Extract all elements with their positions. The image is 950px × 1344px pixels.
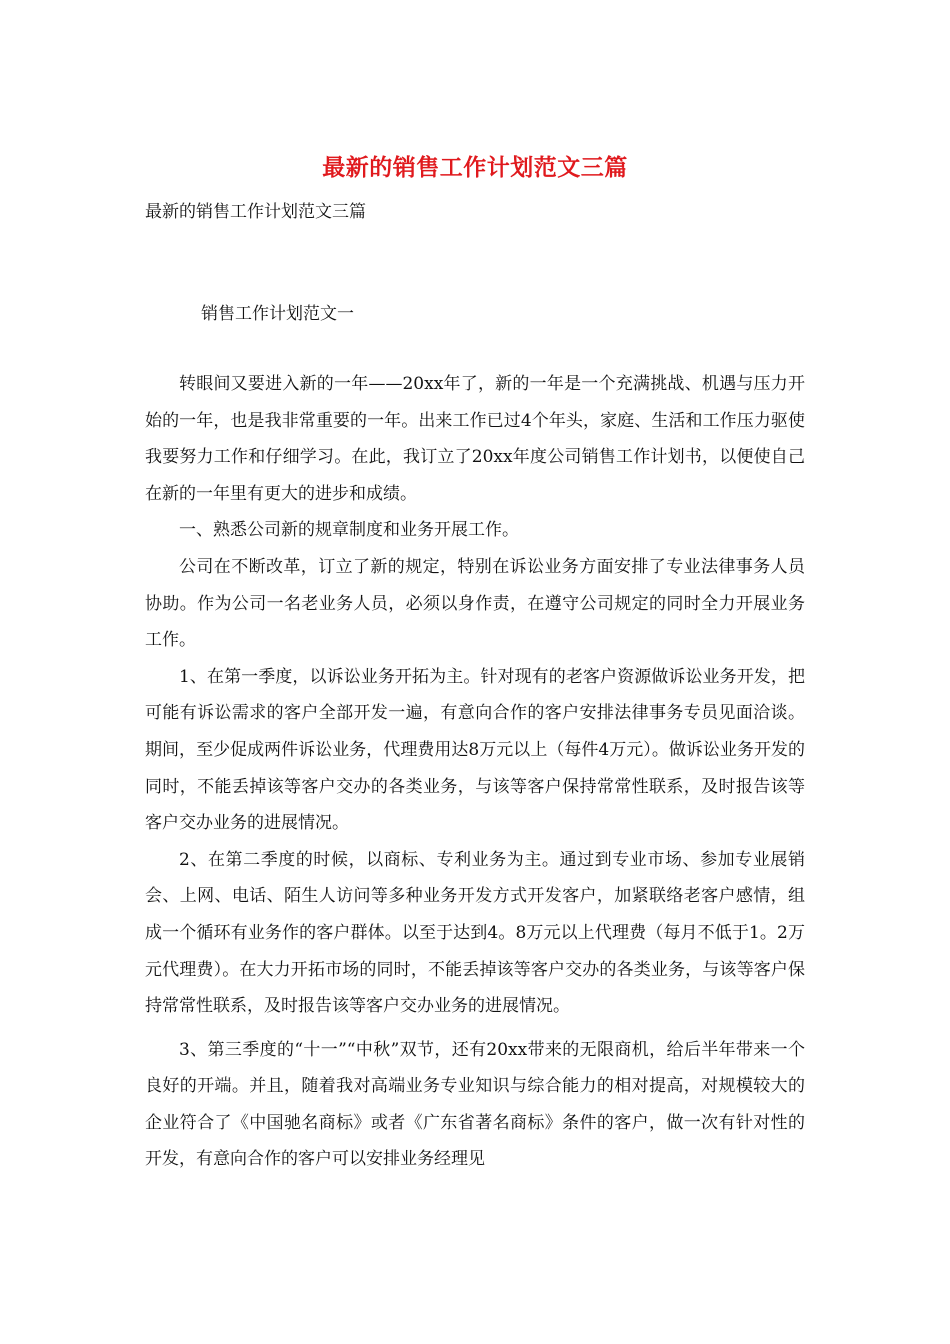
paragraph-company-rules: 公司在不断改革，订立了新的规定，特别在诉讼业务方面安排了专业法律事务人员协助。作为公司一名老业务人员，必须以身作责，在遵守公司规定的同时全力开展业务工作。 bbox=[145, 556, 805, 651]
paragraph-third-quarter: 3、第三季度的“十一”“中秋”双节，还有20xx带来的无限商机，给后半年带来一个良好的开端。并且，随着我对高端业务专业知识与综合能力的相对提高，对规模较大的企业符合了《中国驰名商标》或者《广东省著名商标》条件的客户，做一次有针对性的开发，有意向合作的客户可以安排业务经理见 bbox=[145, 1039, 805, 1170]
section-heading: 销售工作计划范文一 bbox=[201, 304, 354, 324]
body-text bbox=[145, 366, 805, 1178]
document-subtitle: 最新的销售工作计划范文三篇 bbox=[145, 202, 366, 222]
paragraph-first-quarter: 1、在第一季度，以诉讼业务开拓为主。针对现有的老客户资源做诉讼业务开发，把可能有诉讼需求的客户全部开发一遍，有意向合作的客户安排法律事务专员见面洽谈。期间，至少促成两件诉讼业务，代理费用达8万元以上（每件4万元）。做诉讼业务开发的同时，不能丢掉该等客户交办的各类业务，与该等客户保持常常性联系，及时报告该等客户交办业务的进展情况。 bbox=[145, 666, 805, 834]
paragraph-heading-one: 一、熟悉公司新的规章制度和业务开展工作。 bbox=[179, 520, 519, 541]
paragraph-second-quarter: 2、在第二季度的时候，以商标、专利业务为主。通过到专业市场、参加专业展销会、上网、电话、陌生人访问等多种业务开发方式开发客户，加紧联络老客户感情，组成一个循环有业务作的客户群体。以至于达到4。8万元以上代理费（每月不低于1。2万元代理费）。在大力开拓市场的同时，不能丢掉该等客户交办的各类业务，与该等客户保持常常性联系，及时报告该等客户交办业务的进展情况。 bbox=[145, 849, 805, 1017]
document-title: 最新的销售工作计划范文三篇 bbox=[322, 154, 628, 181]
paragraph-intro: 转眼间又要进入新的一年——20xx年了，新的一年是一个充满挑战、机遇与压力开始的一年，也是我非常重要的一年。出来工作已过4个年头，家庭、生活和工作压力驱使我要努力工作和仔细学习。在此，我订立了20xx年度公司销售工作计划书，以便使自己在新的一年里有更大的进步和成绩。 bbox=[145, 374, 805, 504]
